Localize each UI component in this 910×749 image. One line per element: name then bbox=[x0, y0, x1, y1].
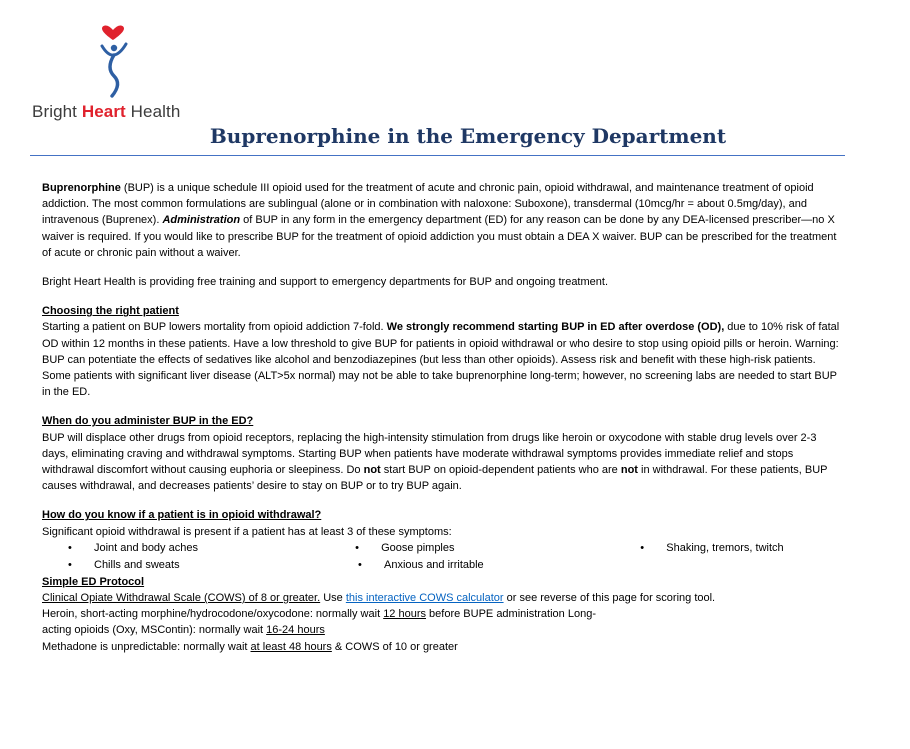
withdrawal-paragraph: Significant opioid withdrawal is present if a patient has at least 3 of these symptoms: bbox=[42, 525, 452, 538]
cows-calculator-link[interactable]: this interactive COWS calculator bbox=[345, 592, 504, 605]
list-item: • Shaking, tremors, twitch bbox=[640, 542, 784, 555]
list-item: • Chills and sweats bbox=[68, 559, 180, 572]
when-heading: When do you administer BUP in the ED? bbox=[42, 415, 254, 428]
protocol-line: Heroin, short-acting morphine/hydrocodone/oxycodone: normally wait 12 hours before BUPE administration Long- bbox=[42, 608, 596, 621]
list-item: • Joint and body aches bbox=[68, 542, 198, 555]
protocol-heading: Simple ED Protocol bbox=[42, 575, 145, 588]
list-item: • Anxious and irritable bbox=[358, 559, 484, 572]
list-item: • Goose pimples bbox=[355, 542, 455, 555]
training-paragraph: Bright Heart Health is providing free training and support to emergency departments for BUP and ongoing treatment. bbox=[42, 276, 609, 289]
intro-paragraph: Buprenorphine (BUP) is a unique schedule III opioid used for the treatment of acute and chronic pain, opioid withdrawal, and maintenance treatment of opioid addiction. The most common formulations are sublingual (alone or in combination with naloxone: Suboxone), transdermal (10mcg/hr = about 0.5mg/day), and intravenous (Buprenex). Administration of BUP in any form in the emergency department (ED) for any reason can be done by any DEA-licensed prescriber—no X waiver is required. If you would like to prescribe BUP for the treatment of opioid addiction you must obtain a DEA X waiver. BUP can be prescribed for the treatment of acute or chronic pain without a waiver. bbox=[42, 182, 837, 259]
protocol-line: Methadone is unpredictable: normally wait at least 48 hours & COWS of 10 or greater bbox=[42, 640, 458, 653]
bright-heart-logo-icon bbox=[92, 24, 142, 104]
symptom-row bbox=[42, 540, 842, 557]
protocol-line: acting opioids (Oxy, MSContin): normally wait 16-24 hours bbox=[42, 624, 325, 637]
title-divider bbox=[30, 155, 845, 156]
symptom-row bbox=[42, 557, 842, 574]
page-title: Buprenorphine in the Emergency Department bbox=[209, 124, 727, 148]
protocol-line: Clinical Opiate Withdrawal Scale (COWS) of 8 or greater. Use this interactive COWS calculator or see reverse of this page for scoring tool. bbox=[42, 592, 716, 605]
choosing-paragraph: Starting a patient on BUP lowers mortality from opioid addiction 7-fold. We strongly recommend starting BUP in ED after overdose (OD), due to 10% risk of fatal OD within 12 months in these patients. Have a low threshold to give BUP for patients in opioid withdrawal or who desire to stop using opioid pills or heroin. Warning: BUP can potentiate the effects of sedatives like alcohol and benzodiazepines (but less than other opioids). Assess risk and benefit with these high-risk patients. Some patients with significant liver disease (ALT>5x normal) may not be able to take buprenorphine long-term; however, no screening labs are needed to start BUP in the ED. bbox=[42, 321, 840, 399]
choosing-heading: Choosing the right patient bbox=[42, 305, 179, 318]
brand-logo bbox=[32, 20, 202, 125]
document-body bbox=[42, 180, 842, 655]
withdrawal-heading: How do you know if a patient is in opioid withdrawal? bbox=[42, 509, 322, 522]
when-paragraph: BUP will displace other drugs from opioid receptors, replacing the high-intensity stimulation from drugs like heroin or oxycodone with stable drug levels over 2-3 days, eliminating craving and withdrawal symptoms. Starting BUP when patients have moderate withdrawal symptoms provides immediate relief and stops withdrawal discomfort without causing euphoria or sleepiness. Do not start BUP on opioid-dependent patients who are not in withdrawal. For these patients, BUP causes withdrawal, and decreases patients’ desire to stay on BUP or to try BUP again. bbox=[42, 431, 828, 493]
brand-name: Bright Heart Health bbox=[32, 102, 181, 121]
